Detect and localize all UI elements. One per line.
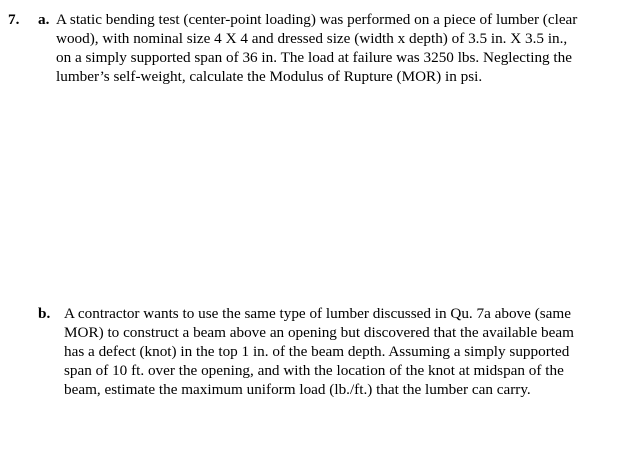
- part-a-line-1: A static bending test (center-point loading) was performed on a piece of lumber (clear: [56, 11, 578, 28]
- part-b-line-3: has a defect (knot) in the top 1 in. of the beam depth. Assuming a simply supported: [64, 343, 570, 360]
- part-b-line-2: MOR) to construct a beam above an opening but discovered that the available beam: [64, 324, 574, 341]
- part-b-line-5: beam, estimate the maximum uniform load (lb./ft.) that the lumber can carry.: [64, 381, 531, 398]
- part-a-line-2: wood), with nominal size 4 X 4 and dressed size (width x depth) of 3.5 in. X 3.5 in.,: [56, 30, 568, 47]
- part-b-label: b.: [38, 305, 51, 322]
- part-b-line-1: A contractor wants to use the same type of lumber discussed in Qu. 7a above (same: [64, 305, 571, 322]
- part-b-text: [64, 304, 574, 399]
- part-a-text: [56, 10, 577, 86]
- question-number: 7.: [8, 11, 20, 28]
- part-a-label: a.: [38, 11, 50, 28]
- part-b-line-4: span of 10 ft. over the opening, and with the location of the knot at midspan of the: [64, 362, 564, 379]
- part-a-line-3: on a simply supported span of 36 in. The load at failure was 3250 lbs. Neglecting the: [56, 49, 572, 66]
- part-a-line-4: lumber’s self-weight, calculate the Modulus of Rupture (MOR) in psi.: [56, 68, 483, 85]
